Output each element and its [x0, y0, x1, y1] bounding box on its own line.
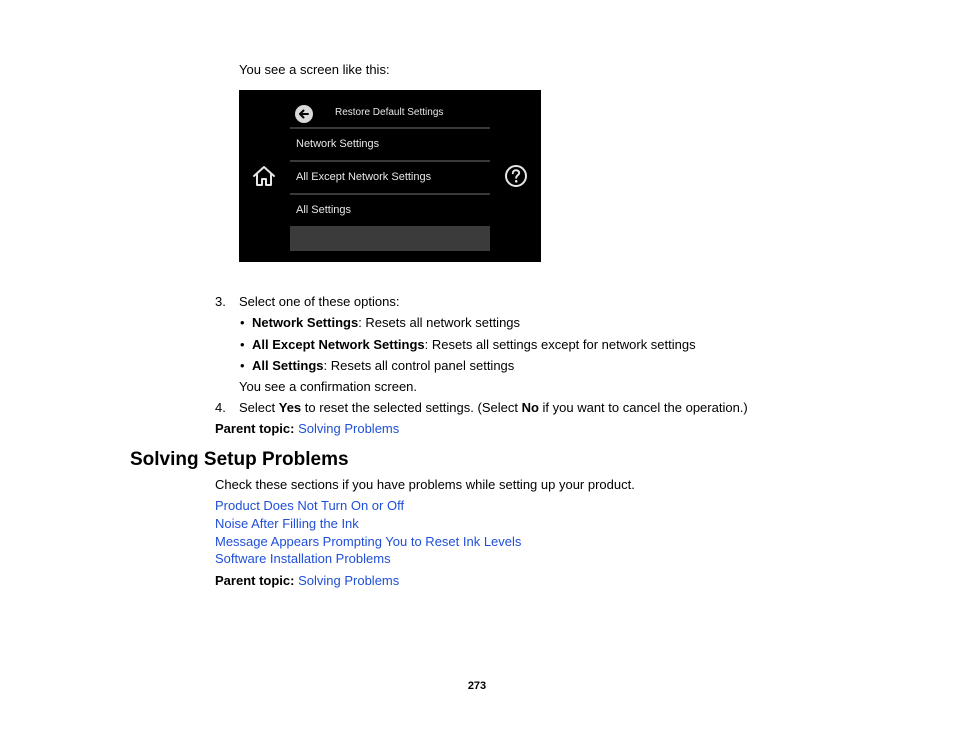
option-name: Network Settings — [252, 315, 359, 330]
step-4-number: 4. — [215, 400, 226, 415]
confirm-text: You see a confirmation screen. — [239, 379, 418, 394]
step-4-mid: to reset the selected settings. (Select — [301, 400, 522, 415]
panel-empty-row — [290, 226, 490, 251]
panel-divider — [290, 193, 490, 195]
yes-term: Yes — [278, 400, 302, 415]
parent-topic-label: Parent topic: — [215, 421, 295, 436]
panel-divider — [290, 127, 490, 129]
back-arrow-icon — [294, 104, 314, 127]
step-4-text — [239, 400, 748, 416]
printer-screen-image — [239, 90, 541, 262]
bullet-mark: • — [240, 337, 245, 352]
panel-title: Restore Default Settings — [335, 107, 444, 118]
step-3-text: Select one of these options: — [239, 294, 400, 309]
parent-topic-label: Parent topic: — [215, 573, 295, 588]
panel-divider — [290, 160, 490, 162]
page-number: 273 — [467, 680, 487, 692]
step-4-post: if you want to cancel the operation.) — [538, 400, 748, 415]
option-network — [240, 315, 521, 331]
no-term: No — [521, 400, 539, 415]
option-desc: : Resets all settings except for network settings — [424, 337, 696, 352]
section-heading: Solving Setup Problems — [130, 449, 349, 470]
solving-problems-link[interactable]: Solving Problems — [298, 421, 400, 436]
solving-problems-link[interactable]: Solving Problems — [298, 573, 400, 588]
option-desc: : Resets all network settings — [358, 315, 521, 330]
section-intro: Check these sections if you have problems while setting up your product. — [215, 477, 635, 492]
bullet-mark: • — [240, 358, 245, 373]
option-name: All Except Network Settings — [252, 337, 425, 352]
panel-item-all: All Settings — [296, 204, 352, 216]
intro-text: You see a screen like this: — [239, 62, 390, 77]
option-all-except — [240, 337, 696, 353]
step-4-pre: Select — [239, 400, 279, 415]
option-name: All Settings — [252, 358, 324, 373]
link-reset-ink-levels[interactable]: Message Appears Prompting You to Reset Ink Levels — [215, 534, 522, 549]
help-icon — [504, 164, 528, 191]
option-desc: : Resets all control panel settings — [323, 358, 515, 373]
parent-topic-1 — [215, 421, 399, 437]
bullet-mark: • — [240, 315, 245, 330]
home-icon — [251, 164, 277, 191]
parent-topic-2 — [215, 573, 399, 589]
link-software-installation[interactable]: Software Installation Problems — [215, 551, 391, 566]
link-noise-ink[interactable]: Noise After Filling the Ink — [215, 516, 359, 531]
step-3-number: 3. — [215, 294, 226, 309]
panel-item-all-except: All Except Network Settings — [296, 171, 432, 183]
option-all — [240, 358, 515, 374]
panel-item-network: Network Settings — [296, 138, 380, 150]
link-product-power[interactable]: Product Does Not Turn On or Off — [215, 498, 405, 513]
